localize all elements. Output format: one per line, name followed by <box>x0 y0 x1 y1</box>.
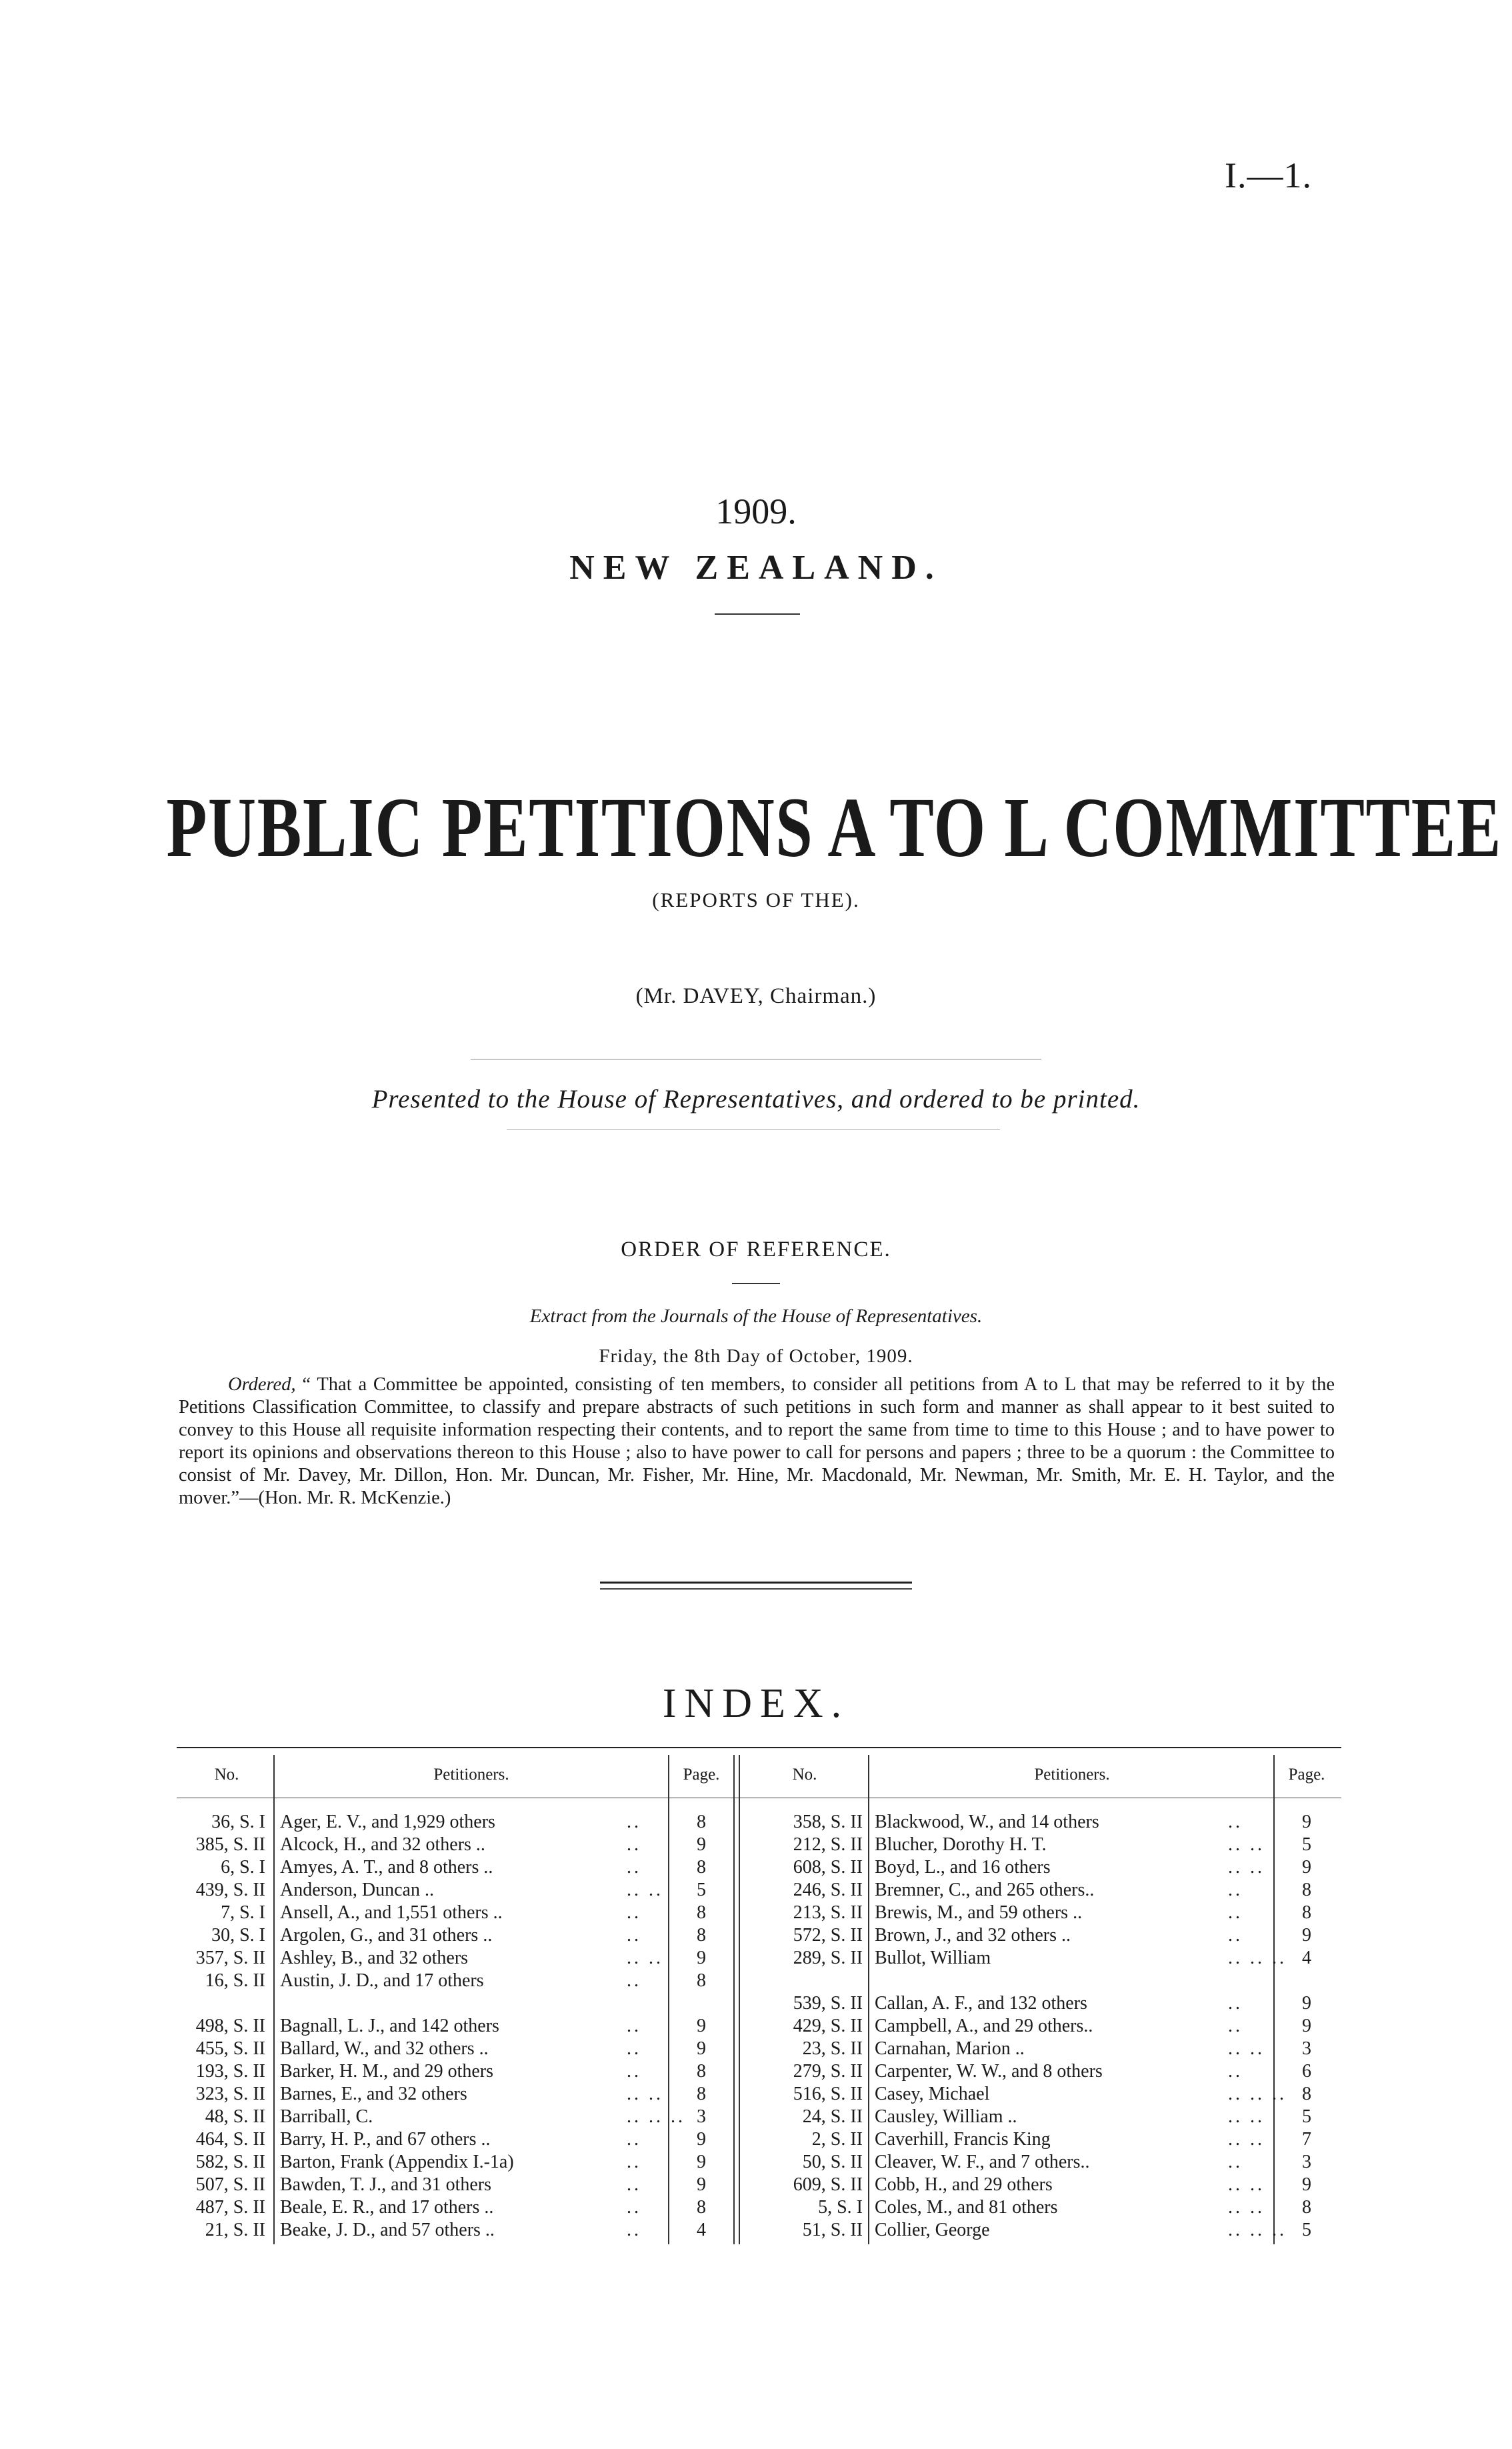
leader-dots: .. <box>1228 2152 1243 2172</box>
header-no-right: No. <box>792 1766 817 1784</box>
page-number: 8 <box>697 1970 706 1991</box>
leader-dots: .. <box>1228 1880 1243 1900</box>
petitioner-name: Brown, J., and 32 others .. <box>875 1925 1071 1946</box>
table-row <box>0 2128 1512 2151</box>
petitioner-name: Ashley, B., and 32 others <box>280 1948 469 1968</box>
petition-number: 498, S. II <box>195 2016 265 2036</box>
petitioner-name: Boyd, L., and 16 others <box>875 1857 1051 1878</box>
petition-number: 2, S. II <box>811 2129 863 2150</box>
leader-dots: .. .. <box>1228 1834 1265 1855</box>
petitioner-name: Barton, Frank (Appendix I.-1a) <box>280 2152 514 2172</box>
table-row <box>0 1902 1512 1924</box>
petition-number: 212, S. II <box>793 1834 863 1855</box>
page-reference: I.—1. <box>1225 155 1312 195</box>
petition-number: 439, S. II <box>195 1880 265 1900</box>
leader-dots: .. <box>627 2038 641 2059</box>
page-number: 9 <box>697 2152 706 2172</box>
petition-number: 6, S. I <box>221 1857 265 1878</box>
table-row <box>0 1811 1512 1834</box>
leader-dots: .. <box>1228 1993 1243 2014</box>
page-number: 8 <box>1302 2084 1311 2104</box>
petition-number: 23, S. II <box>802 2038 863 2059</box>
leader-dots: .. <box>1228 2016 1243 2036</box>
petitioner-name: Ballard, W., and 32 others .. <box>280 2038 489 2059</box>
petition-number: 5, S. I <box>818 2197 863 2218</box>
petitioner-name: Carpenter, W. W., and 8 others <box>875 2061 1103 2082</box>
leader-dots: .. .. <box>1228 2197 1265 2218</box>
petition-number: 48, S. II <box>205 2106 265 2127</box>
leader-dots: .. .. <box>1228 1857 1265 1878</box>
page-number: 5 <box>1302 2220 1311 2240</box>
page-number: 9 <box>697 1948 706 1968</box>
petition-number: 21, S. II <box>205 2220 265 2240</box>
page-number: 9 <box>697 2174 706 2195</box>
header-petitioners-left: Petitioners. <box>433 1766 509 1784</box>
petitioner-name: Bremner, C., and 265 others.. <box>875 1880 1095 1900</box>
leader-dots: .. <box>627 2152 641 2172</box>
petition-number: 323, S. II <box>195 2084 265 2104</box>
document-subtitle: (REPORTS OF THE). <box>652 888 860 911</box>
table-row <box>0 1856 1512 1879</box>
extract-line: Extract from the Journals of the House of Representatives. <box>529 1306 983 1327</box>
page-number: 5 <box>1302 1834 1311 1855</box>
petitioner-name: Ansell, A., and 1,551 others .. <box>280 1902 503 1923</box>
order-label: Ordered, <box>228 1374 296 1395</box>
leader-dots: .. .. .. <box>627 2106 685 2127</box>
page-number: 8 <box>697 2061 706 2082</box>
table-row <box>0 2038 1512 2060</box>
leader-dots: .. .. <box>627 1948 663 1968</box>
page-number: 8 <box>697 1812 706 1832</box>
petition-number: 7, S. I <box>221 1902 265 1923</box>
divider <box>715 613 800 615</box>
leader-dots: .. <box>1228 1925 1243 1946</box>
petition-number: 582, S. II <box>195 2152 265 2172</box>
page-number: 7 <box>1302 2129 1311 2150</box>
leader-dots: .. .. .. <box>1228 2220 1287 2240</box>
double-rule <box>600 1582 912 1584</box>
index-title: INDEX. <box>662 1681 850 1726</box>
petition-number: 385, S. II <box>195 1834 265 1855</box>
header-petitioners-right: Petitioners. <box>1034 1766 1110 1784</box>
petitioner-name: Anderson, Duncan .. <box>280 1880 434 1900</box>
order-date: Friday, the 8th Day of October, 1909. <box>599 1346 913 1367</box>
table-row <box>0 1992 1512 2015</box>
petitioner-name: Caverhill, Francis King <box>875 2129 1051 2150</box>
petitioner-name: Causley, William .. <box>875 2106 1017 2127</box>
table-row <box>0 2151 1512 2174</box>
order-paragraph: “ That a Committee be appointed, consisting of ten members, to consider all petitions from A to L that may be referred to it by the Petitions Classification Committee, to classify and prepare abstracts of such petitions in such form and manner as shall appear to it best suited to convey to this House all requisite information respecting their contents, and to report the same from time to time to this House ; and to have power to report its opinions and observations thereon to this House ; also to have power to call for persons and papers ; three to be a quorum : the Committee to consist of Mr. Davey, Mr. Dillon, Hon. Mr. Duncan, Mr. Fisher, Mr. Hine, Mr. Macdonald, Mr. Newman, Mr. Smith, Mr. E. H. Taylor, and the mover.”—(Hon. Mr. R. McKenzie.) <box>179 1374 1335 1508</box>
leader-dots: .. .. .. <box>1228 1948 1287 1968</box>
page-number: 8 <box>1302 2197 1311 2218</box>
petitioner-name: Blackwood, W., and 14 others <box>875 1812 1099 1832</box>
petitioner-name: Beale, E. R., and 17 others .. <box>280 2197 494 2218</box>
petitioner-name: Bullot, William <box>875 1948 991 1968</box>
petitioner-name: Brewis, M., and 59 others .. <box>875 1902 1083 1923</box>
petition-number: 213, S. II <box>793 1902 863 1923</box>
petition-number: 572, S. II <box>793 1925 863 1946</box>
leader-dots: .. .. <box>1228 2174 1265 2195</box>
petition-number: 357, S. II <box>195 1948 265 1968</box>
page-number: 8 <box>1302 1880 1311 1900</box>
petitioner-name: Barriball, C. <box>280 2106 373 2127</box>
petition-number: 30, S. I <box>211 1925 265 1946</box>
page-number: 9 <box>1302 1993 1311 2014</box>
leader-dots: .. .. <box>1228 2129 1265 2150</box>
page-number: 4 <box>697 2220 706 2240</box>
petition-number: 289, S. II <box>793 1948 863 1968</box>
double-rule <box>600 1588 912 1590</box>
page-number: 8 <box>697 1902 706 1923</box>
petition-number: 36, S. I <box>211 1812 265 1832</box>
page-number: 9 <box>697 1834 706 1855</box>
petitioner-name: Casey, Michael <box>875 2084 990 2104</box>
leader-dots: .. <box>1228 1902 1243 1923</box>
page-number: 5 <box>1302 2106 1311 2127</box>
petitioner-name: Barnes, E., and 32 others <box>280 2084 467 2104</box>
petitioner-name: Bawden, T. J., and 31 others <box>280 2174 492 2195</box>
leader-dots: .. .. <box>1228 2038 1265 2059</box>
petition-number: 608, S. II <box>793 1857 863 1878</box>
leader-dots: .. .. .. <box>1228 2084 1287 2104</box>
petition-number: 16, S. II <box>205 1970 265 1991</box>
table-row <box>0 1947 1512 1970</box>
petitioner-name: Callan, A. F., and 132 others <box>875 1993 1087 2014</box>
page-number: 3 <box>1302 2152 1311 2172</box>
divider <box>732 1283 780 1284</box>
petitioner-name: Collier, George <box>875 2220 990 2240</box>
country: NEW ZEALAND. <box>569 549 943 587</box>
petitioner-name: Barker, H. M., and 29 others <box>280 2061 494 2082</box>
page-number: 3 <box>1302 2038 1311 2059</box>
table-row <box>0 2196 1512 2219</box>
table-row <box>0 2174 1512 2196</box>
page-number: 3 <box>697 2106 706 2127</box>
leader-dots: .. <box>1228 1812 1243 1832</box>
divider <box>507 1129 1000 1130</box>
petition-number: 487, S. II <box>195 2197 265 2218</box>
page-number: 9 <box>1302 2016 1311 2036</box>
table-row <box>0 2106 1512 2128</box>
petition-number: 464, S. II <box>195 2129 265 2150</box>
leader-dots: .. <box>627 2220 641 2240</box>
petition-number: 279, S. II <box>793 2061 863 2082</box>
leader-dots: .. <box>627 2061 641 2082</box>
table-row <box>0 1970 1512 1992</box>
leader-dots: .. <box>627 1834 641 1855</box>
petition-number: 429, S. II <box>793 2016 863 2036</box>
petition-number: 24, S. II <box>802 2106 863 2127</box>
page-number: 8 <box>697 2197 706 2218</box>
petition-number: 50, S. II <box>802 2152 863 2172</box>
petitioner-name: Beake, J. D., and 57 others .. <box>280 2220 495 2240</box>
page-number: 9 <box>697 2016 706 2036</box>
page-number: 9 <box>1302 2174 1311 2195</box>
leader-dots: .. <box>627 1812 641 1832</box>
leader-dots: .. <box>627 1902 641 1923</box>
table-row <box>0 1879 1512 1902</box>
petitioner-name: Cobb, H., and 29 others <box>875 2174 1053 2195</box>
page-number: 8 <box>697 2084 706 2104</box>
petitioner-name: Amyes, A. T., and 8 others .. <box>280 1857 493 1878</box>
page-number: 9 <box>1302 1925 1311 1946</box>
page-number: 5 <box>697 1880 706 1900</box>
petitioner-name: Carnahan, Marion .. <box>875 2038 1025 2059</box>
leader-dots: .. .. <box>627 2084 663 2104</box>
petitioner-name: Blucher, Dorothy H. T. <box>875 1834 1047 1855</box>
petition-number: 246, S. II <box>793 1880 863 1900</box>
leader-dots: .. <box>627 2197 641 2218</box>
header-no-left: No. <box>214 1766 239 1784</box>
table-row <box>0 2083 1512 2106</box>
page-number: 8 <box>697 1925 706 1946</box>
petitioner-name: Campbell, A., and 29 others.. <box>875 2016 1093 2036</box>
page-number: 9 <box>1302 1812 1311 1832</box>
page-number: 8 <box>1302 1902 1311 1923</box>
table-top-rule <box>177 1747 1341 1748</box>
leader-dots: .. <box>627 2129 641 2150</box>
table-row <box>0 2060 1512 2083</box>
table-row <box>0 2219 1512 2242</box>
leader-dots: .. .. <box>1228 2106 1265 2127</box>
leader-dots: .. <box>627 1970 641 1991</box>
petition-number: 51, S. II <box>802 2220 863 2240</box>
petitioner-name: Argolen, G., and 31 others .. <box>280 1925 493 1946</box>
petitioner-name: Coles, M., and 81 others <box>875 2197 1058 2218</box>
petition-number: 516, S. II <box>793 2084 863 2104</box>
page-number: 9 <box>1302 1857 1311 1878</box>
petitioner-name: Alcock, H., and 32 others .. <box>280 1834 485 1855</box>
leader-dots: .. <box>627 1857 641 1878</box>
presented-line: Presented to the House of Representatives, and ordered to be printed. <box>371 1085 1141 1113</box>
page-number: 9 <box>697 2038 706 2059</box>
order-heading: ORDER OF REFERENCE. <box>621 1238 891 1262</box>
header-page-right: Page. <box>1288 1766 1325 1784</box>
leader-dots: .. <box>627 2174 641 2195</box>
table-row <box>0 1834 1512 1856</box>
petition-number: 193, S. II <box>195 2061 265 2082</box>
table-row <box>0 1924 1512 1947</box>
page-number: 8 <box>697 1857 706 1878</box>
page-number: 6 <box>1302 2061 1311 2082</box>
petitioner-name: Austin, J. D., and 17 others <box>280 1970 484 1991</box>
petitioner-name: Ager, E. V., and 1,929 others <box>280 1812 495 1832</box>
leader-dots: .. <box>627 1925 641 1946</box>
order-text <box>179 1374 1335 1510</box>
petition-number: 507, S. II <box>195 2174 265 2195</box>
petition-number: 358, S. II <box>793 1812 863 1832</box>
leader-dots: .. .. <box>627 1880 663 1900</box>
header-page-left: Page. <box>683 1766 720 1784</box>
page-number: 4 <box>1302 1948 1311 1968</box>
table-row <box>0 2015 1512 2038</box>
petition-number: 455, S. II <box>195 2038 265 2059</box>
petition-number: 539, S. II <box>793 1993 863 2014</box>
petitioner-name: Bagnall, L. J., and 142 others <box>280 2016 499 2036</box>
year: 1909. <box>715 491 797 531</box>
petition-number: 609, S. II <box>793 2174 863 2195</box>
chairman: (Mr. DAVEY, Chairman.) <box>635 984 877 1008</box>
leader-dots: .. <box>1228 2061 1243 2082</box>
page-number: 9 <box>697 2129 706 2150</box>
petitioner-name: Barry, H. P., and 67 others .. <box>280 2129 491 2150</box>
petitioner-name: Cleaver, W. F., and 7 others.. <box>875 2152 1090 2172</box>
document-title: PUBLIC PETITIONS A TO L COMMITTEE <box>166 780 1503 875</box>
leader-dots: .. <box>627 2016 641 2036</box>
